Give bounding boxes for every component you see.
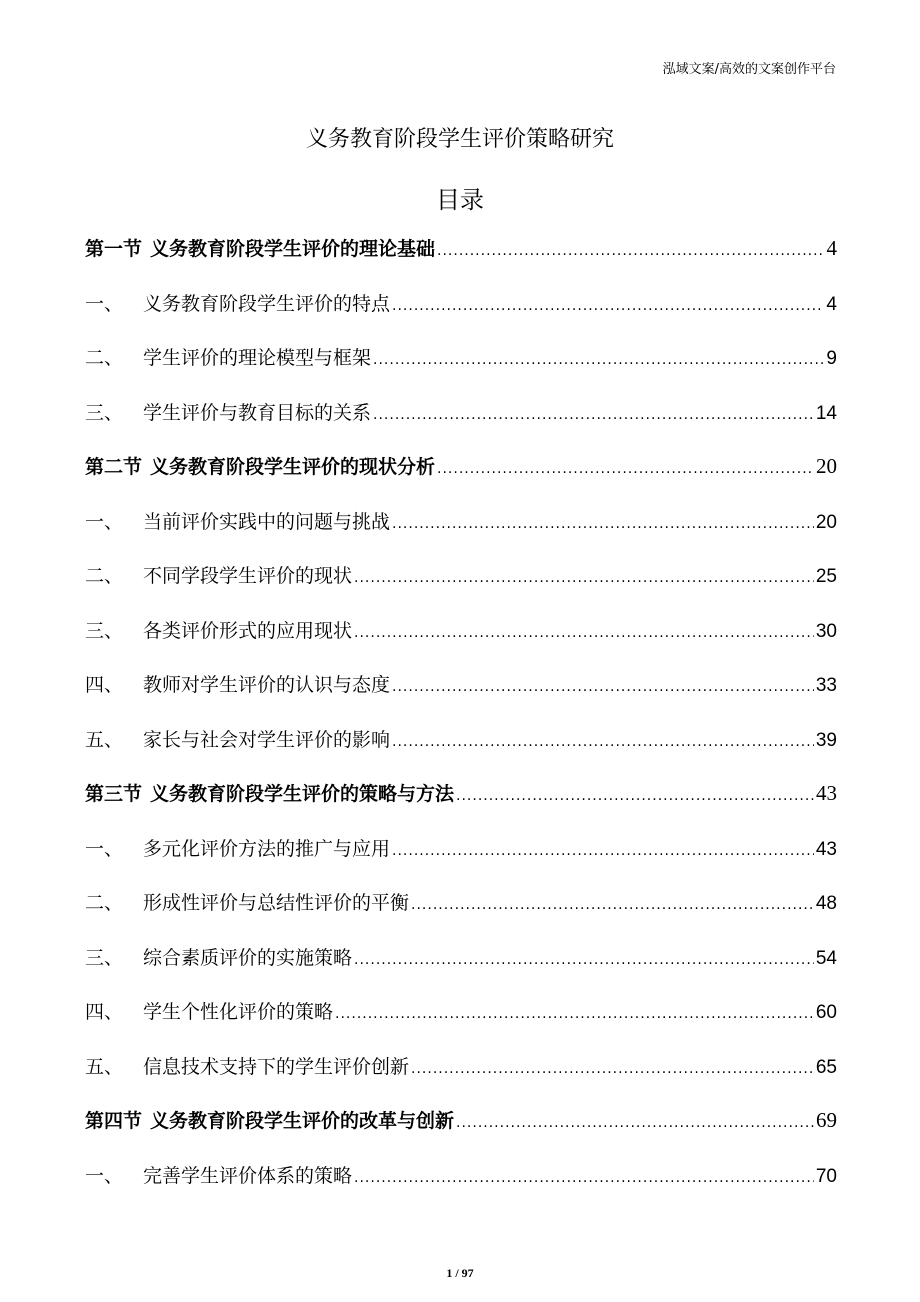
toc-entry-title: 多元化评价方法的推广与应用 bbox=[143, 837, 391, 860]
toc-entry-number: 三、 bbox=[85, 619, 124, 642]
toc-entry-page: 33 bbox=[815, 675, 837, 696]
toc-entry[interactable] bbox=[85, 616, 837, 671]
dot-leader bbox=[373, 407, 814, 423]
dot-leader bbox=[392, 516, 814, 532]
dot-leader bbox=[437, 243, 824, 259]
toc-entry-label bbox=[85, 779, 454, 806]
toc-section-entry[interactable] bbox=[85, 452, 837, 507]
toc-entry-page: 54 bbox=[815, 947, 837, 969]
toc-entry-title: 义务教育阶段学生评价的策略与方法 bbox=[150, 783, 455, 805]
toc-entry[interactable] bbox=[85, 725, 837, 780]
toc-entry-label bbox=[85, 834, 390, 861]
toc-entry[interactable] bbox=[85, 834, 837, 889]
dot-leader bbox=[354, 1170, 814, 1186]
toc-entry-page: 60 bbox=[815, 1002, 837, 1023]
toc-entry-title: 义务教育阶段学生评价的特点 bbox=[143, 292, 391, 315]
toc-entry-title: 不同学段学生评价的现状 bbox=[143, 565, 353, 587]
toc-entry-label bbox=[85, 452, 435, 479]
toc-entry-page: 25 bbox=[815, 566, 837, 587]
toc-entry-number: 三、 bbox=[85, 401, 124, 424]
toc-entry-page: 70 bbox=[815, 1165, 837, 1187]
toc-entry-page: 39 bbox=[815, 729, 837, 751]
toc-entry-title: 教师对学生评价的认识与态度 bbox=[143, 674, 391, 696]
toc-entry-label bbox=[85, 670, 390, 697]
document-title: 义务教育阶段学生评价策略研究 bbox=[305, 127, 614, 152]
toc-entry-page: 30 bbox=[815, 620, 837, 642]
toc-entry-number: 第三节 bbox=[85, 783, 143, 805]
dot-leader bbox=[411, 897, 814, 913]
toc-entry-label bbox=[85, 1052, 409, 1079]
toc-entry-number: 五、 bbox=[85, 728, 124, 751]
dot-leader bbox=[354, 952, 814, 968]
toc-entry[interactable] bbox=[85, 289, 837, 344]
toc-entry-label bbox=[85, 398, 371, 425]
toc-entry-label bbox=[85, 507, 390, 534]
table-of-contents bbox=[85, 234, 837, 1215]
toc-entry[interactable] bbox=[85, 398, 837, 453]
dot-leader bbox=[392, 679, 814, 695]
dot-leader bbox=[354, 625, 814, 641]
toc-section-entry[interactable] bbox=[85, 234, 837, 289]
toc-entry-label bbox=[85, 234, 435, 261]
toc-entry[interactable] bbox=[85, 1161, 837, 1216]
toc-entry-label bbox=[85, 725, 390, 752]
toc-entry[interactable] bbox=[85, 343, 837, 398]
toc-entry-number: 第二节 bbox=[85, 456, 143, 478]
toc-entry-number: 四、 bbox=[85, 1001, 124, 1023]
toc-entry-label bbox=[85, 997, 333, 1024]
dot-leader bbox=[392, 734, 814, 750]
toc-entry-title: 形成性评价与总结性评价的平衡 bbox=[143, 892, 410, 914]
toc-entry-label bbox=[85, 561, 352, 588]
toc-entry-page: 9 bbox=[826, 348, 837, 369]
toc-entry-number: 二、 bbox=[85, 565, 124, 587]
dot-leader bbox=[335, 1006, 814, 1022]
toc-entry-title: 学生评价与教育目标的关系 bbox=[143, 401, 372, 424]
toc-entry-label bbox=[85, 1106, 454, 1133]
toc-entry-title: 当前评价实践中的问题与挑战 bbox=[143, 510, 391, 533]
toc-entry-title: 完善学生评价体系的策略 bbox=[143, 1164, 353, 1187]
toc-entry-page: 65 bbox=[815, 1056, 837, 1078]
toc-entry-page: 4 bbox=[826, 236, 837, 260]
toc-entry-page: 4 bbox=[826, 293, 837, 315]
toc-entry-number: 二、 bbox=[85, 892, 124, 914]
toc-entry-page: 43 bbox=[816, 781, 837, 805]
toc-entry-label bbox=[85, 343, 371, 370]
dot-leader bbox=[392, 298, 824, 314]
toc-entry-label bbox=[85, 888, 409, 915]
toc-entry-number: 一、 bbox=[85, 837, 124, 860]
toc-entry-number: 二、 bbox=[85, 347, 124, 369]
page-number: 1 / 97 bbox=[446, 1266, 474, 1280]
toc-entry-label bbox=[85, 943, 352, 970]
dot-leader bbox=[354, 570, 814, 586]
toc-entry-page: 20 bbox=[815, 511, 837, 533]
toc-entry-page: 48 bbox=[815, 893, 837, 914]
toc-entry[interactable] bbox=[85, 561, 837, 616]
toc-entry-title: 义务教育阶段学生评价的理论基础 bbox=[150, 238, 436, 260]
toc-section-entry[interactable] bbox=[85, 779, 837, 834]
toc-entry-number: 一、 bbox=[85, 292, 124, 315]
toc-entry-label bbox=[85, 616, 352, 643]
dot-leader bbox=[411, 1061, 814, 1077]
toc-entry-title: 学生个性化评价的策略 bbox=[143, 1001, 334, 1023]
dot-leader bbox=[373, 352, 824, 368]
toc-entry[interactable] bbox=[85, 943, 837, 998]
toc-entry-label bbox=[85, 1161, 352, 1188]
toc-entry-label bbox=[85, 289, 390, 316]
toc-entry-title: 学生评价的理论模型与框架 bbox=[143, 347, 372, 369]
dot-leader bbox=[456, 1115, 814, 1131]
toc-entry-title: 义务教育阶段学生评价的现状分析 bbox=[150, 456, 436, 478]
toc-entry-page: 69 bbox=[816, 1108, 837, 1132]
toc-entry-number: 第一节 bbox=[85, 238, 143, 260]
page-header: 泓域文案/高效的文案创作平台 bbox=[662, 62, 836, 77]
toc-entry[interactable] bbox=[85, 888, 837, 943]
toc-entry-number: 五、 bbox=[85, 1055, 124, 1078]
toc-entry[interactable] bbox=[85, 1052, 837, 1107]
toc-entry-number: 第四节 bbox=[85, 1110, 143, 1132]
toc-entry-number: 一、 bbox=[85, 1164, 124, 1187]
dot-leader bbox=[456, 788, 814, 804]
dot-leader bbox=[392, 843, 814, 859]
toc-entry[interactable] bbox=[85, 997, 837, 1052]
toc-entry-title: 综合素质评价的实施策略 bbox=[143, 946, 353, 969]
toc-entry-number: 三、 bbox=[85, 946, 124, 969]
toc-entry-number: 一、 bbox=[85, 510, 124, 533]
toc-entry-page: 43 bbox=[815, 838, 837, 860]
toc-entry-title: 家长与社会对学生评价的影响 bbox=[143, 728, 391, 751]
toc-entry-title: 信息技术支持下的学生评价创新 bbox=[143, 1055, 410, 1078]
toc-entry-title: 各类评价形式的应用现状 bbox=[143, 619, 353, 642]
toc-section-entry[interactable] bbox=[85, 1106, 837, 1161]
dot-leader bbox=[437, 461, 814, 477]
toc-entry-title: 义务教育阶段学生评价的改革与创新 bbox=[150, 1110, 455, 1132]
toc-entry-page: 20 bbox=[816, 454, 837, 478]
toc-entry-page: 14 bbox=[815, 402, 837, 424]
toc-entry-number: 四、 bbox=[85, 674, 124, 696]
toc-title: 目录 bbox=[436, 186, 484, 214]
toc-entry[interactable] bbox=[85, 670, 837, 725]
toc-entry[interactable] bbox=[85, 507, 837, 562]
